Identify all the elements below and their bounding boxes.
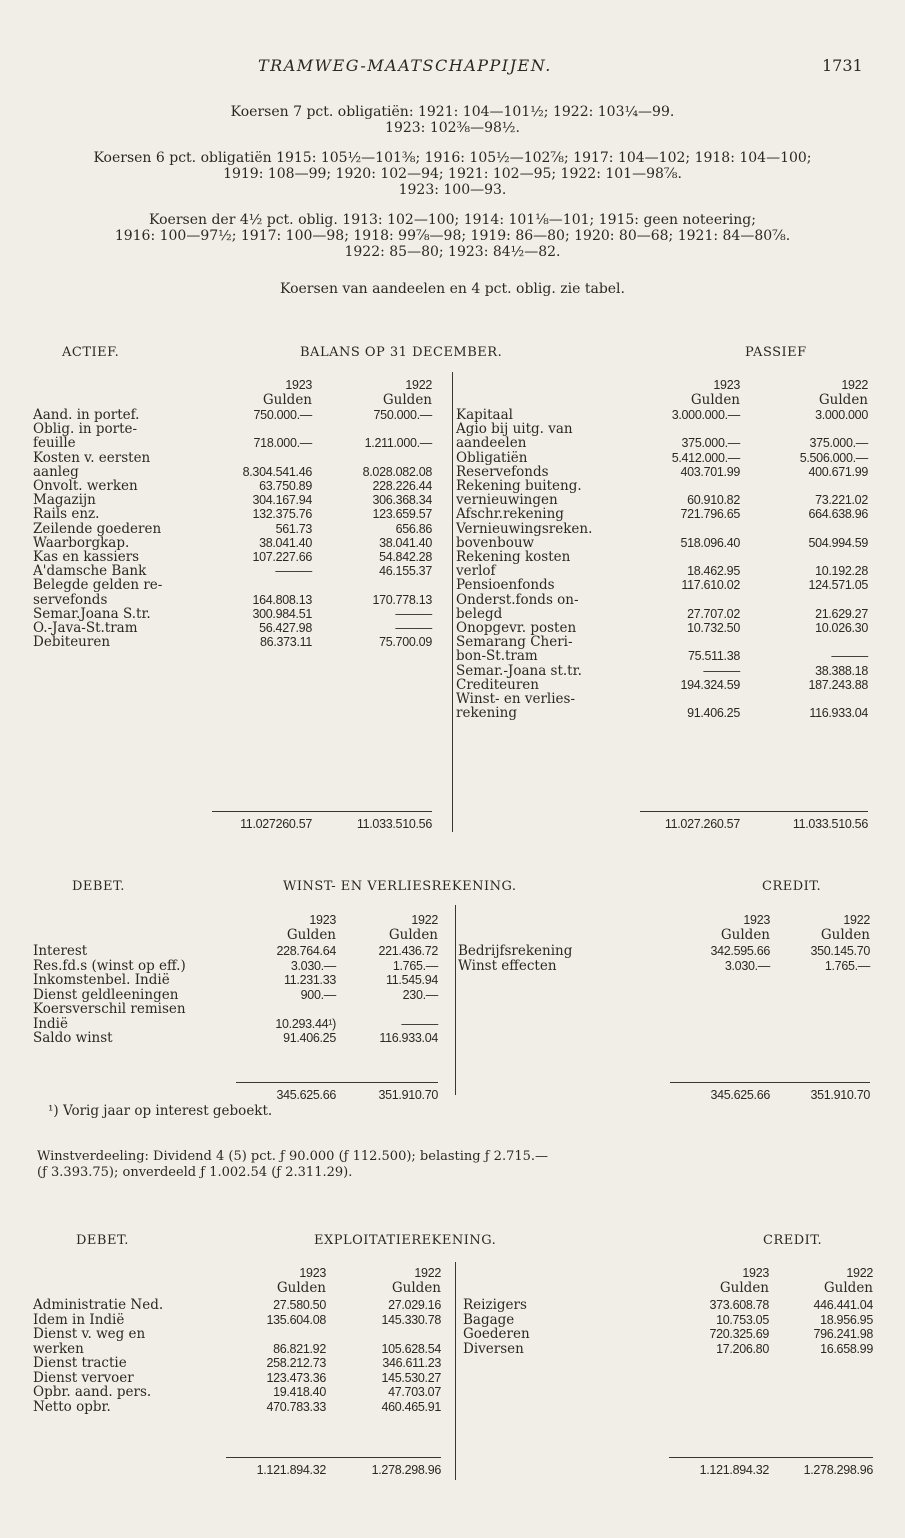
right-year-1922: 1922 xyxy=(841,378,868,392)
koersen-7pct xyxy=(0,104,905,136)
right-item-value-1922: 350.145.70 xyxy=(810,944,870,958)
left-item-label: Res.fd.s (winst op eff.) xyxy=(33,957,186,974)
right-item-value-1923: 91.406.25 xyxy=(687,706,740,721)
right-item-value-1922: 73.221.02 xyxy=(815,493,868,508)
right-unit-1923: Gulden xyxy=(719,1280,769,1296)
left-item-label: Administratie Ned. xyxy=(33,1297,164,1313)
right-item-value-1923: 5.412.000.— xyxy=(671,450,740,465)
left-total-1923: 345.625.66 xyxy=(276,1088,336,1102)
left-item-value-1923: 718.000.— xyxy=(253,436,312,451)
left-item-value-1922: 27.029.16 xyxy=(388,1298,441,1312)
left-year-1922: 1922 xyxy=(414,1266,441,1280)
left-item-value-1922: 54.842.28 xyxy=(379,550,432,564)
left-item-label: Waarborgkap. xyxy=(33,534,130,551)
right-item-value-1922: 10.026.30 xyxy=(815,621,868,635)
exploitatie-credit-label: CREDIT. xyxy=(763,1233,823,1248)
left-item-label: Dienst v. weg en xyxy=(33,1326,146,1342)
left-item-label: O.-Java-St.tram xyxy=(33,620,138,636)
right-item-label: aandeelen xyxy=(456,435,527,452)
right-item-label: Diversen xyxy=(463,1340,524,1357)
left-item-value-1922: 346.611.23 xyxy=(382,1356,441,1370)
right-item-value-1923: 60.910.82 xyxy=(687,493,740,508)
right-item-value-1923: 27.707.02 xyxy=(687,606,740,621)
winstverdeeling-line: (ƒ 3.393.75); onverdeeld ƒ 1.002.54 (ƒ 2.311.29). xyxy=(37,1165,353,1180)
left-item-value-1923: 164.808.13 xyxy=(252,592,312,607)
left-item-label: feuille xyxy=(33,435,76,452)
left-item-value-1923: 63.750.89 xyxy=(259,479,312,493)
left-total-1922: 351.910.70 xyxy=(378,1088,438,1102)
left-item-label: Netto opbr. xyxy=(33,1398,111,1415)
left-item-label: Debiteuren xyxy=(33,634,111,651)
right-item-label: rekening xyxy=(456,705,517,722)
page-number: 1731 xyxy=(822,56,863,75)
right-item-value-1922: 504.994.59 xyxy=(808,535,868,550)
left-item-value-1923: 561.73 xyxy=(275,521,312,536)
right-total-1923: 1.121.894.32 xyxy=(699,1463,769,1477)
right-item-value-1922: 38.388.18 xyxy=(815,663,868,678)
right-year-1923: 1923 xyxy=(713,378,740,392)
right-item-label: Agio bij uitg. van xyxy=(456,421,573,438)
right-unit-1922: Gulden xyxy=(818,392,868,408)
right-item-label: Onderst.fonds on- xyxy=(456,591,579,608)
right-item-value-1922: 16.658.99 xyxy=(820,1341,873,1356)
right-item-label: Semarang Cheri- xyxy=(456,634,573,651)
right-item-label: Reservefonds xyxy=(456,463,549,480)
left-year-1922: 1922 xyxy=(411,913,438,927)
right-item-value-1922: ——— xyxy=(831,649,868,664)
left-year-1923: 1923 xyxy=(285,378,312,392)
left-item-label: Kosten v. eersten xyxy=(33,449,151,466)
left-item-value-1922: 116.933.04 xyxy=(379,1031,438,1045)
left-unit-1922: Gulden xyxy=(388,927,438,943)
left-item-value-1922: 228.226.44 xyxy=(372,479,432,493)
left-item-label: Onvolt. werken xyxy=(33,478,138,494)
left-item-value-1922: ——— xyxy=(395,621,432,635)
left-unit-1922: Gulden xyxy=(382,392,432,408)
right-item-value-1922: 5.506.000.— xyxy=(799,450,868,465)
koersen-4half-pct xyxy=(0,212,905,260)
right-item-label: Rekening buiteng. xyxy=(456,478,582,494)
right-item-value-1922: 124.571.05 xyxy=(808,578,868,593)
right-item-label: Pensioenfonds xyxy=(456,577,555,594)
winst-title: WINST- EN VERLIESREKENING. xyxy=(283,879,517,894)
right-item-label: Semar.-Joana st.tr. xyxy=(456,662,582,679)
left-year-1923: 1923 xyxy=(309,913,336,927)
right-item-value-1922: 18.956.95 xyxy=(820,1312,873,1327)
running-title: TRAMWEG-MAATSCHAPPIJEN. xyxy=(258,56,552,75)
left-item-value-1923: 123.473.36 xyxy=(266,1370,326,1385)
right-item-label: Winst effecten xyxy=(458,957,557,974)
left-item-label: Saldo winst xyxy=(33,1030,113,1046)
left-item-value-1922: 460.465.91 xyxy=(381,1399,441,1414)
left-item-value-1922: 11.545.94 xyxy=(386,973,438,987)
left-item-label: A'damsche Bank xyxy=(33,563,147,580)
left-item-label: werken xyxy=(33,1340,84,1357)
right-item-value-1922: 796.241.98 xyxy=(813,1327,873,1341)
koersen-6pct xyxy=(0,150,905,198)
left-item-value-1922: 145.330.78 xyxy=(381,1312,441,1327)
left-total-1923: 11.027260.57 xyxy=(240,817,312,831)
winst-debet-label: DEBET. xyxy=(72,879,125,894)
right-item-label: belegd xyxy=(456,605,503,622)
right-item-value-1922: 375.000.— xyxy=(809,436,868,451)
koers-line: Koersen 6 pct. obligatiën 1915: 105½—101⅜; 1916: 105½—102⅞; 1917: 104—102; 1918: 104—100; xyxy=(93,150,812,166)
left-item-value-1922: 170.778.13 xyxy=(372,592,432,607)
left-item-label: Indië xyxy=(33,1015,68,1032)
right-year-1923: 1923 xyxy=(743,913,770,927)
column-divider xyxy=(455,905,456,1095)
left-item-label: Kas en kassiers xyxy=(33,549,140,565)
left-item-value-1922: 306.368.34 xyxy=(372,493,432,508)
left-item-value-1923: 300.984.51 xyxy=(252,606,312,621)
koers-line: Koersen der 4½ pct. oblig. 1913: 102—100; 1914: 101⅛—101; 1915: geen noteering; xyxy=(149,212,756,228)
right-item-value-1922: 10.192.28 xyxy=(815,564,868,579)
right-item-label: vernieuwingen xyxy=(456,492,558,509)
left-item-label: aanleg xyxy=(33,463,79,480)
left-item-label: Dienst tractie xyxy=(33,1355,127,1371)
right-item-value-1923: 375.000.— xyxy=(681,436,740,451)
left-item-value-1922: 221.436.72 xyxy=(378,944,438,958)
right-item-value-1923: 3.030.— xyxy=(724,958,770,973)
left-item-value-1922: 8.028.082.08 xyxy=(362,464,432,479)
left-unit-1923: Gulden xyxy=(262,392,312,408)
winst-credit-label: CREDIT. xyxy=(762,879,822,894)
right-item-label: Crediteuren xyxy=(456,676,539,693)
right-total-1923: 11.027.260.57 xyxy=(664,817,740,831)
left-item-label: Idem in Indië xyxy=(33,1311,125,1328)
left-item-value-1922: 145.530.27 xyxy=(381,1370,441,1385)
right-item-value-1923: 720.325.69 xyxy=(709,1327,769,1341)
right-unit-1923: Gulden xyxy=(690,392,740,408)
left-item-label: Dienst vervoer xyxy=(33,1369,134,1386)
left-item-label: Aand. in portef. xyxy=(33,407,140,423)
left-item-label: servefonds xyxy=(33,591,108,608)
right-item-value-1922: 400.671.99 xyxy=(808,464,868,479)
right-year-1923: 1923 xyxy=(742,1266,769,1280)
right-item-label: verlof xyxy=(456,563,496,580)
right-item-value-1923: 10.753.05 xyxy=(716,1312,769,1327)
left-item-value-1922: 75.700.09 xyxy=(379,635,432,650)
right-item-label: Goederen xyxy=(463,1326,530,1342)
left-unit-1922: Gulden xyxy=(391,1280,441,1296)
left-item-value-1922: ——— xyxy=(401,1016,438,1031)
koers-line: 1919: 108—99; 1920: 102—94; 1921: 102—95; 1922: 101—98⅞. xyxy=(223,166,682,182)
left-item-value-1923: 86.821.92 xyxy=(273,1341,326,1356)
left-item-value-1923: 8.304.541.46 xyxy=(242,464,312,479)
right-item-value-1922: 664.638.96 xyxy=(808,507,868,522)
exploitatie-title: EXPLOITATIEREKENING. xyxy=(314,1233,497,1248)
left-total-1923: 1.121.894.32 xyxy=(256,1463,326,1477)
left-total-1922: 11.033.510.56 xyxy=(356,817,432,831)
left-item-label: Rails enz. xyxy=(33,506,100,523)
left-item-label: Opbr. aand. pers. xyxy=(33,1384,152,1400)
right-item-label: Onopgevr. posten xyxy=(456,620,577,636)
left-item-value-1923: 135.604.08 xyxy=(266,1312,326,1327)
right-item-label: bon-St.tram xyxy=(456,648,538,665)
left-item-value-1923: 3.030.— xyxy=(290,958,336,973)
left-item-label: Oblig. in porte- xyxy=(33,421,138,438)
left-item-label: Zeilende goederen xyxy=(33,520,162,537)
right-item-value-1922: 3.000.000 xyxy=(815,408,868,422)
left-year-1922: 1922 xyxy=(405,378,432,392)
right-item-label: Afschr.rekening xyxy=(456,506,564,523)
koers-line: Koersen 7 pct. obligatiën: 1921: 104—101½; 1922: 103¼—99. xyxy=(230,104,675,120)
left-item-value-1923: 38.041.40 xyxy=(259,535,312,550)
left-item-value-1923: ——— xyxy=(275,564,312,579)
right-item-label: Kapitaal xyxy=(456,407,513,423)
left-total-rule xyxy=(212,811,432,812)
right-item-value-1923: 403.701.99 xyxy=(680,464,740,479)
right-item-value-1923: 17.206.80 xyxy=(716,1341,769,1356)
actief-label: ACTIEF. xyxy=(62,345,120,360)
koers-line: 1923: 100—93. xyxy=(398,182,507,198)
right-total-rule xyxy=(669,1457,873,1458)
right-item-label: Winst- en verlies- xyxy=(456,691,576,707)
left-unit-1923: Gulden xyxy=(276,1280,326,1296)
right-item-label: bovenbouw xyxy=(456,534,535,551)
right-item-label: Rekening kosten xyxy=(456,549,571,565)
right-item-value-1923: 342.595.66 xyxy=(710,944,770,958)
left-item-value-1923: 107.227.66 xyxy=(252,550,312,564)
right-item-value-1923: 75.511.38 xyxy=(688,649,740,664)
right-item-value-1923: 373.608.78 xyxy=(709,1298,769,1312)
right-total-rule xyxy=(670,1082,870,1083)
balans-title: BALANS OP 31 DECEMBER. xyxy=(300,345,503,360)
right-item-value-1923: 10.732.50 xyxy=(687,621,740,635)
left-item-value-1923: 19.418.40 xyxy=(273,1385,326,1399)
passief-label: PASSIEF xyxy=(745,345,807,360)
left-item-value-1922: 1.211.000.— xyxy=(364,436,432,451)
left-item-value-1923: 228.764.64 xyxy=(276,944,336,958)
winst-footnote: ¹) Vorig jaar op interest geboekt. xyxy=(48,1103,273,1119)
right-item-label: Bedrijfsrekening xyxy=(458,943,573,959)
right-item-value-1922: 1.765.— xyxy=(824,958,870,973)
right-total-rule xyxy=(640,811,868,812)
left-item-label: Magazijn xyxy=(33,492,96,509)
left-item-label: Dienst geldleeningen xyxy=(33,986,179,1003)
koers-line: Koersen van aandeelen en 4 pct. oblig. zie tabel. xyxy=(279,281,625,297)
left-total-rule xyxy=(226,1457,441,1458)
left-item-value-1922: 47.703.07 xyxy=(388,1385,441,1399)
right-item-value-1923: 721.796.65 xyxy=(680,507,740,522)
left-total-rule xyxy=(236,1082,438,1083)
left-item-value-1922: ——— xyxy=(395,606,432,621)
right-item-label: Obligatiën xyxy=(456,449,528,466)
right-unit-1923: Gulden xyxy=(720,927,770,943)
koers-line: 1923: 102⅜—98½. xyxy=(385,120,520,136)
left-item-label: Semar.Joana S.tr. xyxy=(33,605,151,622)
right-year-1922: 1922 xyxy=(843,913,870,927)
left-item-value-1922: 230.— xyxy=(402,987,438,1002)
left-item-value-1923: 11.231.33 xyxy=(284,973,336,987)
koers-line: 1922: 85—80; 1923: 84½—82. xyxy=(344,244,561,260)
column-divider xyxy=(452,372,453,832)
right-item-value-1923: 18.462.95 xyxy=(687,564,740,579)
right-total-1923: 345.625.66 xyxy=(710,1088,770,1102)
left-item-value-1923: 132.375.76 xyxy=(252,507,312,522)
column-divider xyxy=(455,1262,456,1480)
winstverdeeling-line: Winstverdeeling: Dividend 4 (5) pct. ƒ 90.000 (ƒ 112.500); belasting ƒ 2.715.— xyxy=(37,1149,549,1164)
left-item-value-1922: 38.041.40 xyxy=(379,535,432,550)
right-item-value-1923: 518.096.40 xyxy=(680,535,740,550)
left-item-value-1923: 10.293.44¹) xyxy=(275,1016,336,1031)
right-item-value-1922: 187.243.88 xyxy=(808,677,868,692)
left-item-value-1923: 470.783.33 xyxy=(266,1399,326,1414)
right-item-value-1922: 446.441.04 xyxy=(813,1298,873,1312)
right-year-1922: 1922 xyxy=(846,1266,873,1280)
right-total-1922: 351.910.70 xyxy=(810,1088,870,1102)
koers-line: 1916: 100—97½; 1917: 100—98; 1918: 99⅞—98; 1919: 86—80; 1920: 80—68; 1921: 84—80⅞. xyxy=(114,228,791,244)
right-item-value-1923: 194.324.59 xyxy=(680,677,740,692)
left-item-label: Koersverschil remisen xyxy=(33,1001,186,1017)
left-item-value-1923: 86.373.11 xyxy=(260,635,312,650)
right-item-label: Bagage xyxy=(463,1311,515,1328)
left-item-value-1922: 46.155.37 xyxy=(379,564,432,579)
right-total-1922: 1.278.298.96 xyxy=(803,1463,873,1477)
right-item-value-1922: 116.933.04 xyxy=(809,706,868,721)
left-year-1923: 1923 xyxy=(299,1266,326,1280)
left-item-label: Inkomstenbel. Indië xyxy=(33,972,170,988)
exploitatie-debet-label: DEBET. xyxy=(76,1233,129,1248)
left-item-label: Belegde gelden re- xyxy=(33,577,163,594)
right-total-1922: 11.033.510.56 xyxy=(792,817,868,831)
left-total-1922: 1.278.298.96 xyxy=(371,1463,441,1477)
left-item-label: Interest xyxy=(33,943,88,959)
left-item-value-1922: 656.86 xyxy=(395,521,432,536)
right-item-value-1923: 117.610.02 xyxy=(681,578,740,593)
right-item-label: Vernieuwingsreken. xyxy=(456,520,593,537)
left-item-value-1923: 27.580.50 xyxy=(273,1298,326,1312)
left-item-value-1923: 91.406.25 xyxy=(283,1031,336,1045)
right-item-value-1922: 21.629.27 xyxy=(815,606,868,621)
right-unit-1922: Gulden xyxy=(823,1280,873,1296)
left-item-value-1923: 900.— xyxy=(300,987,336,1002)
left-item-value-1922: 750.000.— xyxy=(373,408,432,422)
left-item-value-1923: 750.000.— xyxy=(253,408,312,422)
right-item-label: Reizigers xyxy=(463,1297,527,1313)
left-unit-1923: Gulden xyxy=(286,927,336,943)
right-item-value-1923: 3.000.000.— xyxy=(671,408,740,422)
left-item-value-1922: 1.765.— xyxy=(392,958,438,973)
right-item-value-1923: ——— xyxy=(703,663,740,678)
koersen-aandeelen xyxy=(0,281,905,297)
right-unit-1922: Gulden xyxy=(820,927,870,943)
left-item-value-1922: 105.628.54 xyxy=(381,1341,441,1356)
left-item-value-1922: 123.659.57 xyxy=(372,507,432,522)
left-item-value-1923: 304.167.94 xyxy=(252,493,312,508)
left-item-value-1923: 258.212.73 xyxy=(266,1356,326,1370)
left-item-value-1923: 56.427.98 xyxy=(259,621,312,635)
